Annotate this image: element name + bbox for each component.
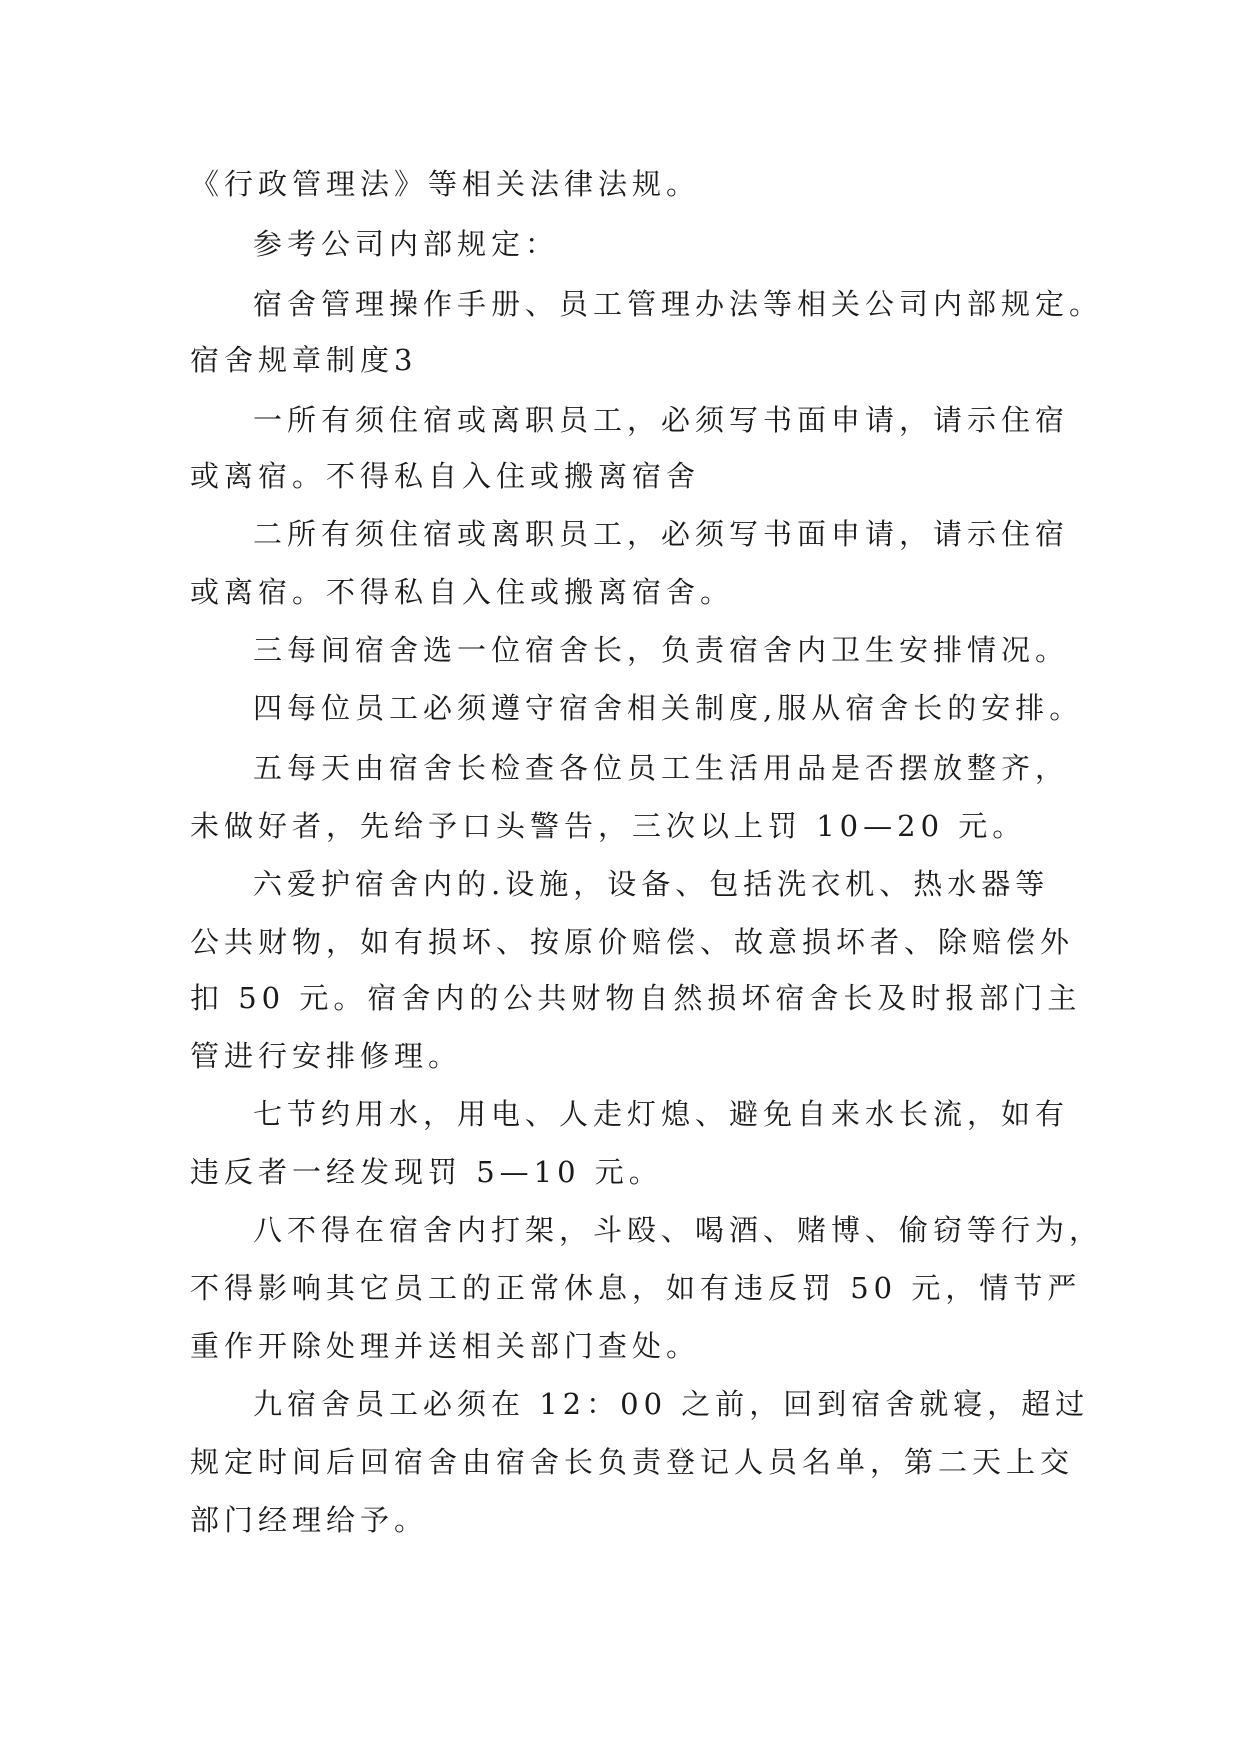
text-line-11: 五每天由宿舍长检查各位员工生活用品是否摆放整齐， xyxy=(253,751,1070,785)
text-line-24: 部门经理给予。 xyxy=(190,1503,429,1537)
text-line-19: 八不得在宿舍内打架，斗殴、喝酒、赌博、偷窃等行为， xyxy=(253,1213,1104,1247)
text-line-17: 七节约用水，用电、人走灯熄、避免自来水长流，如有 xyxy=(253,1097,1070,1131)
text-line-2: 参考公司内部规定： xyxy=(253,227,560,261)
text-line-7: 二所有须住宿或离职员工，必须写书面申请，请示住宿 xyxy=(253,517,1070,551)
text-line-16: 管进行安排修理。 xyxy=(190,1039,463,1073)
text-line-12: 未做好者，先给予口头警告，三次以上罚 10—20 元。 xyxy=(190,809,1027,843)
text-line-1: 《行政管理法》等相关法律法规。 xyxy=(190,167,701,201)
text-line-5: 一所有须住宿或离职员工，必须写书面申请，请示住宿 xyxy=(253,403,1070,437)
text-line-15: 扣 50 元。宿舍内的公共财物自然损坏宿舍长及时报部门主 xyxy=(190,981,1082,1015)
text-line-9: 三每间宿舍选一位宿舍长，负责宿舍内卫生安排情况。 xyxy=(253,633,1070,667)
section-heading: 宿舍规章制度3 xyxy=(190,343,418,377)
text-line-13: 六爱护宿舍内的.设施，设备、包括洗衣机、热水器等 xyxy=(253,867,1050,901)
text-line-8: 或离宿。不得私自入住或搬离宿舍。 xyxy=(190,575,735,609)
text-line-20: 不得影响其它员工的正常休息，如有违反罚 50 元，情节严 xyxy=(190,1271,1082,1305)
text-line-23: 规定时间后回宿舍由宿舍长负责登记人员名单，第二天上交 xyxy=(190,1445,1075,1479)
text-line-3: 宿舍管理操作手册、员工管理办法等相关公司内部规定。 xyxy=(253,287,1104,321)
text-line-10: 四每位员工必须遵守宿舍相关制度,服从宿舍长的安排。 xyxy=(253,691,1084,725)
text-line-21: 重作开除处理并送相关部门查处。 xyxy=(190,1329,701,1363)
text-line-6: 或离宿。不得私自入住或搬离宿舍 xyxy=(190,459,701,493)
text-line-14: 公共财物，如有损坏、按原价赔偿、故意损坏者、除赔偿外 xyxy=(190,925,1075,959)
text-line-22: 九宿舍员工必须在 12：00 之前，回到宿舍就寝，超过 xyxy=(253,1387,1090,1421)
text-line-18: 违反者一经发现罚 5—10 元。 xyxy=(190,1155,663,1189)
